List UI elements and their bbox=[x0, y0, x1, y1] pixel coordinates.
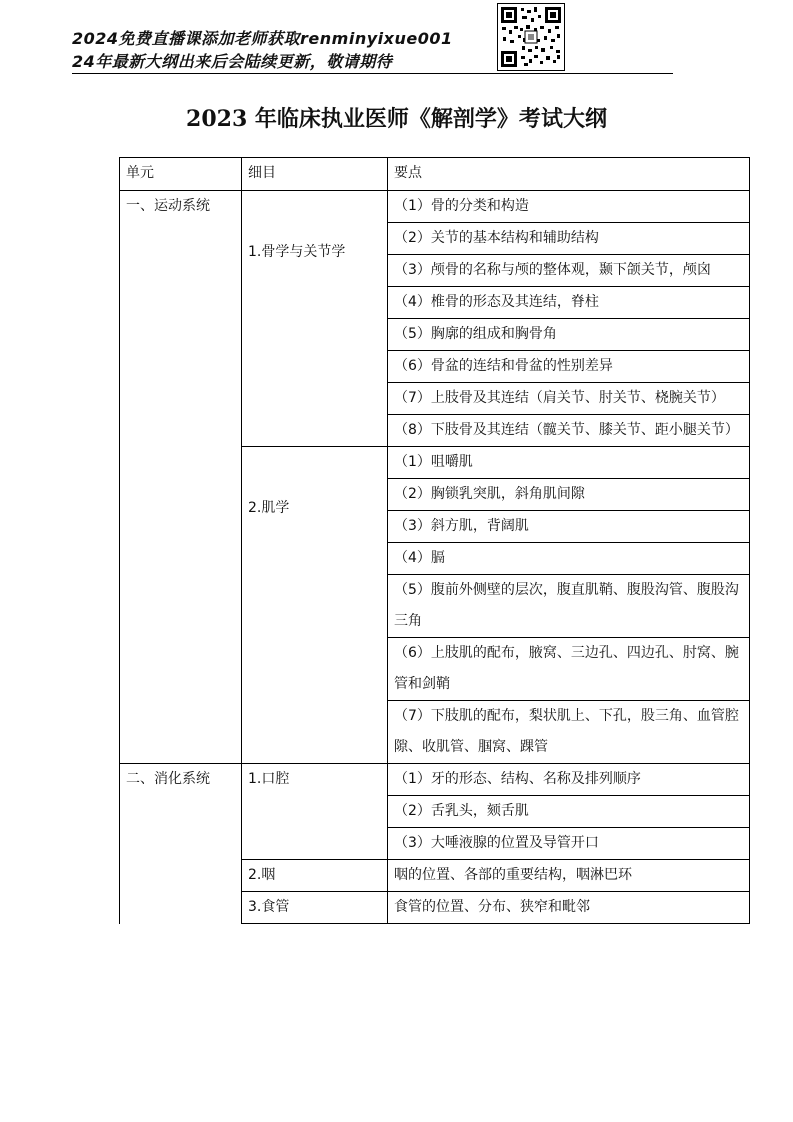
point-cell: 咽的位置、各部的重要结构，咽淋巴环 bbox=[388, 860, 750, 892]
point-cell: （4）椎骨的形态及其连结，脊柱 bbox=[388, 287, 750, 319]
table-header-row bbox=[120, 158, 750, 191]
point-cell: （5）胸廓的组成和胸骨角 bbox=[388, 319, 750, 351]
unit-cell: 一、运动系统 bbox=[120, 191, 242, 764]
table-row bbox=[120, 191, 750, 223]
page-title: 2023 年临床执业医师《解剖学》考试大纲 bbox=[186, 106, 607, 132]
item-cell: 2.咽 bbox=[242, 860, 388, 892]
point-cell: （2）胸锁乳突肌，斜角肌间隙 bbox=[388, 479, 750, 511]
point-cell: （1）咀嚼肌 bbox=[388, 447, 750, 479]
table-row bbox=[120, 764, 750, 796]
point-cell: （1）骨的分类和构造 bbox=[388, 191, 750, 223]
point-cell: （7）下肢肌的配布，梨状肌上、下孔，股三角、血管腔隙、收肌管、腘窝、踝管 bbox=[388, 701, 750, 764]
point-cell: （3）大唾液腺的位置及导管开口 bbox=[388, 828, 750, 860]
item-cell: 2.肌学 bbox=[242, 447, 388, 764]
point-cell: （2）关节的基本结构和辅助结构 bbox=[388, 223, 750, 255]
item-cell: 3.食管 bbox=[242, 892, 388, 924]
point-cell: （7）上肢骨及其连结（肩关节、肘关节、桡腕关节） bbox=[388, 383, 750, 415]
column-header-unit: 单元 bbox=[120, 158, 242, 191]
point-cell: （3）颅骨的名称与颅的整体观，颞下颌关节，颅囟 bbox=[388, 255, 750, 287]
item-cell: 1.口腔 bbox=[242, 764, 388, 860]
column-header-item: 细目 bbox=[242, 158, 388, 191]
header-divider bbox=[72, 73, 673, 74]
promo-line-1: 2024免费直播课添加老师获取renminyixue001 bbox=[72, 29, 453, 48]
point-cell: （6）骨盆的连结和骨盆的性别差异 bbox=[388, 351, 750, 383]
point-cell: （2）舌乳头，颏舌肌 bbox=[388, 796, 750, 828]
promo-line-2: 24年最新大纲出来后会陆续更新，敬请期待 bbox=[72, 52, 393, 71]
point-cell: （8）下肢骨及其连结（髋关节、膝关节、距小腿关节） bbox=[388, 415, 750, 447]
point-cell: （1）牙的形态、结构、名称及排列顺序 bbox=[388, 764, 750, 796]
point-cell: （5）腹前外侧壁的层次，腹直肌鞘、腹股沟管、腹股沟三角 bbox=[388, 575, 750, 638]
item-cell: 1.骨学与关节学 bbox=[242, 191, 388, 447]
point-cell: 食管的位置、分布、狭窄和毗邻 bbox=[388, 892, 750, 924]
unit-cell: 二、消化系统 bbox=[120, 764, 242, 924]
point-cell: （6）上肢肌的配布，腋窝、三边孔、四边孔、肘窝、腕管和剑鞘 bbox=[388, 638, 750, 701]
point-cell: （3）斜方肌，背阔肌 bbox=[388, 511, 750, 543]
column-header-points: 要点 bbox=[388, 158, 750, 191]
qr-code-icon bbox=[497, 3, 565, 71]
syllabus-table bbox=[119, 157, 750, 924]
point-cell: （4）膈 bbox=[388, 543, 750, 575]
